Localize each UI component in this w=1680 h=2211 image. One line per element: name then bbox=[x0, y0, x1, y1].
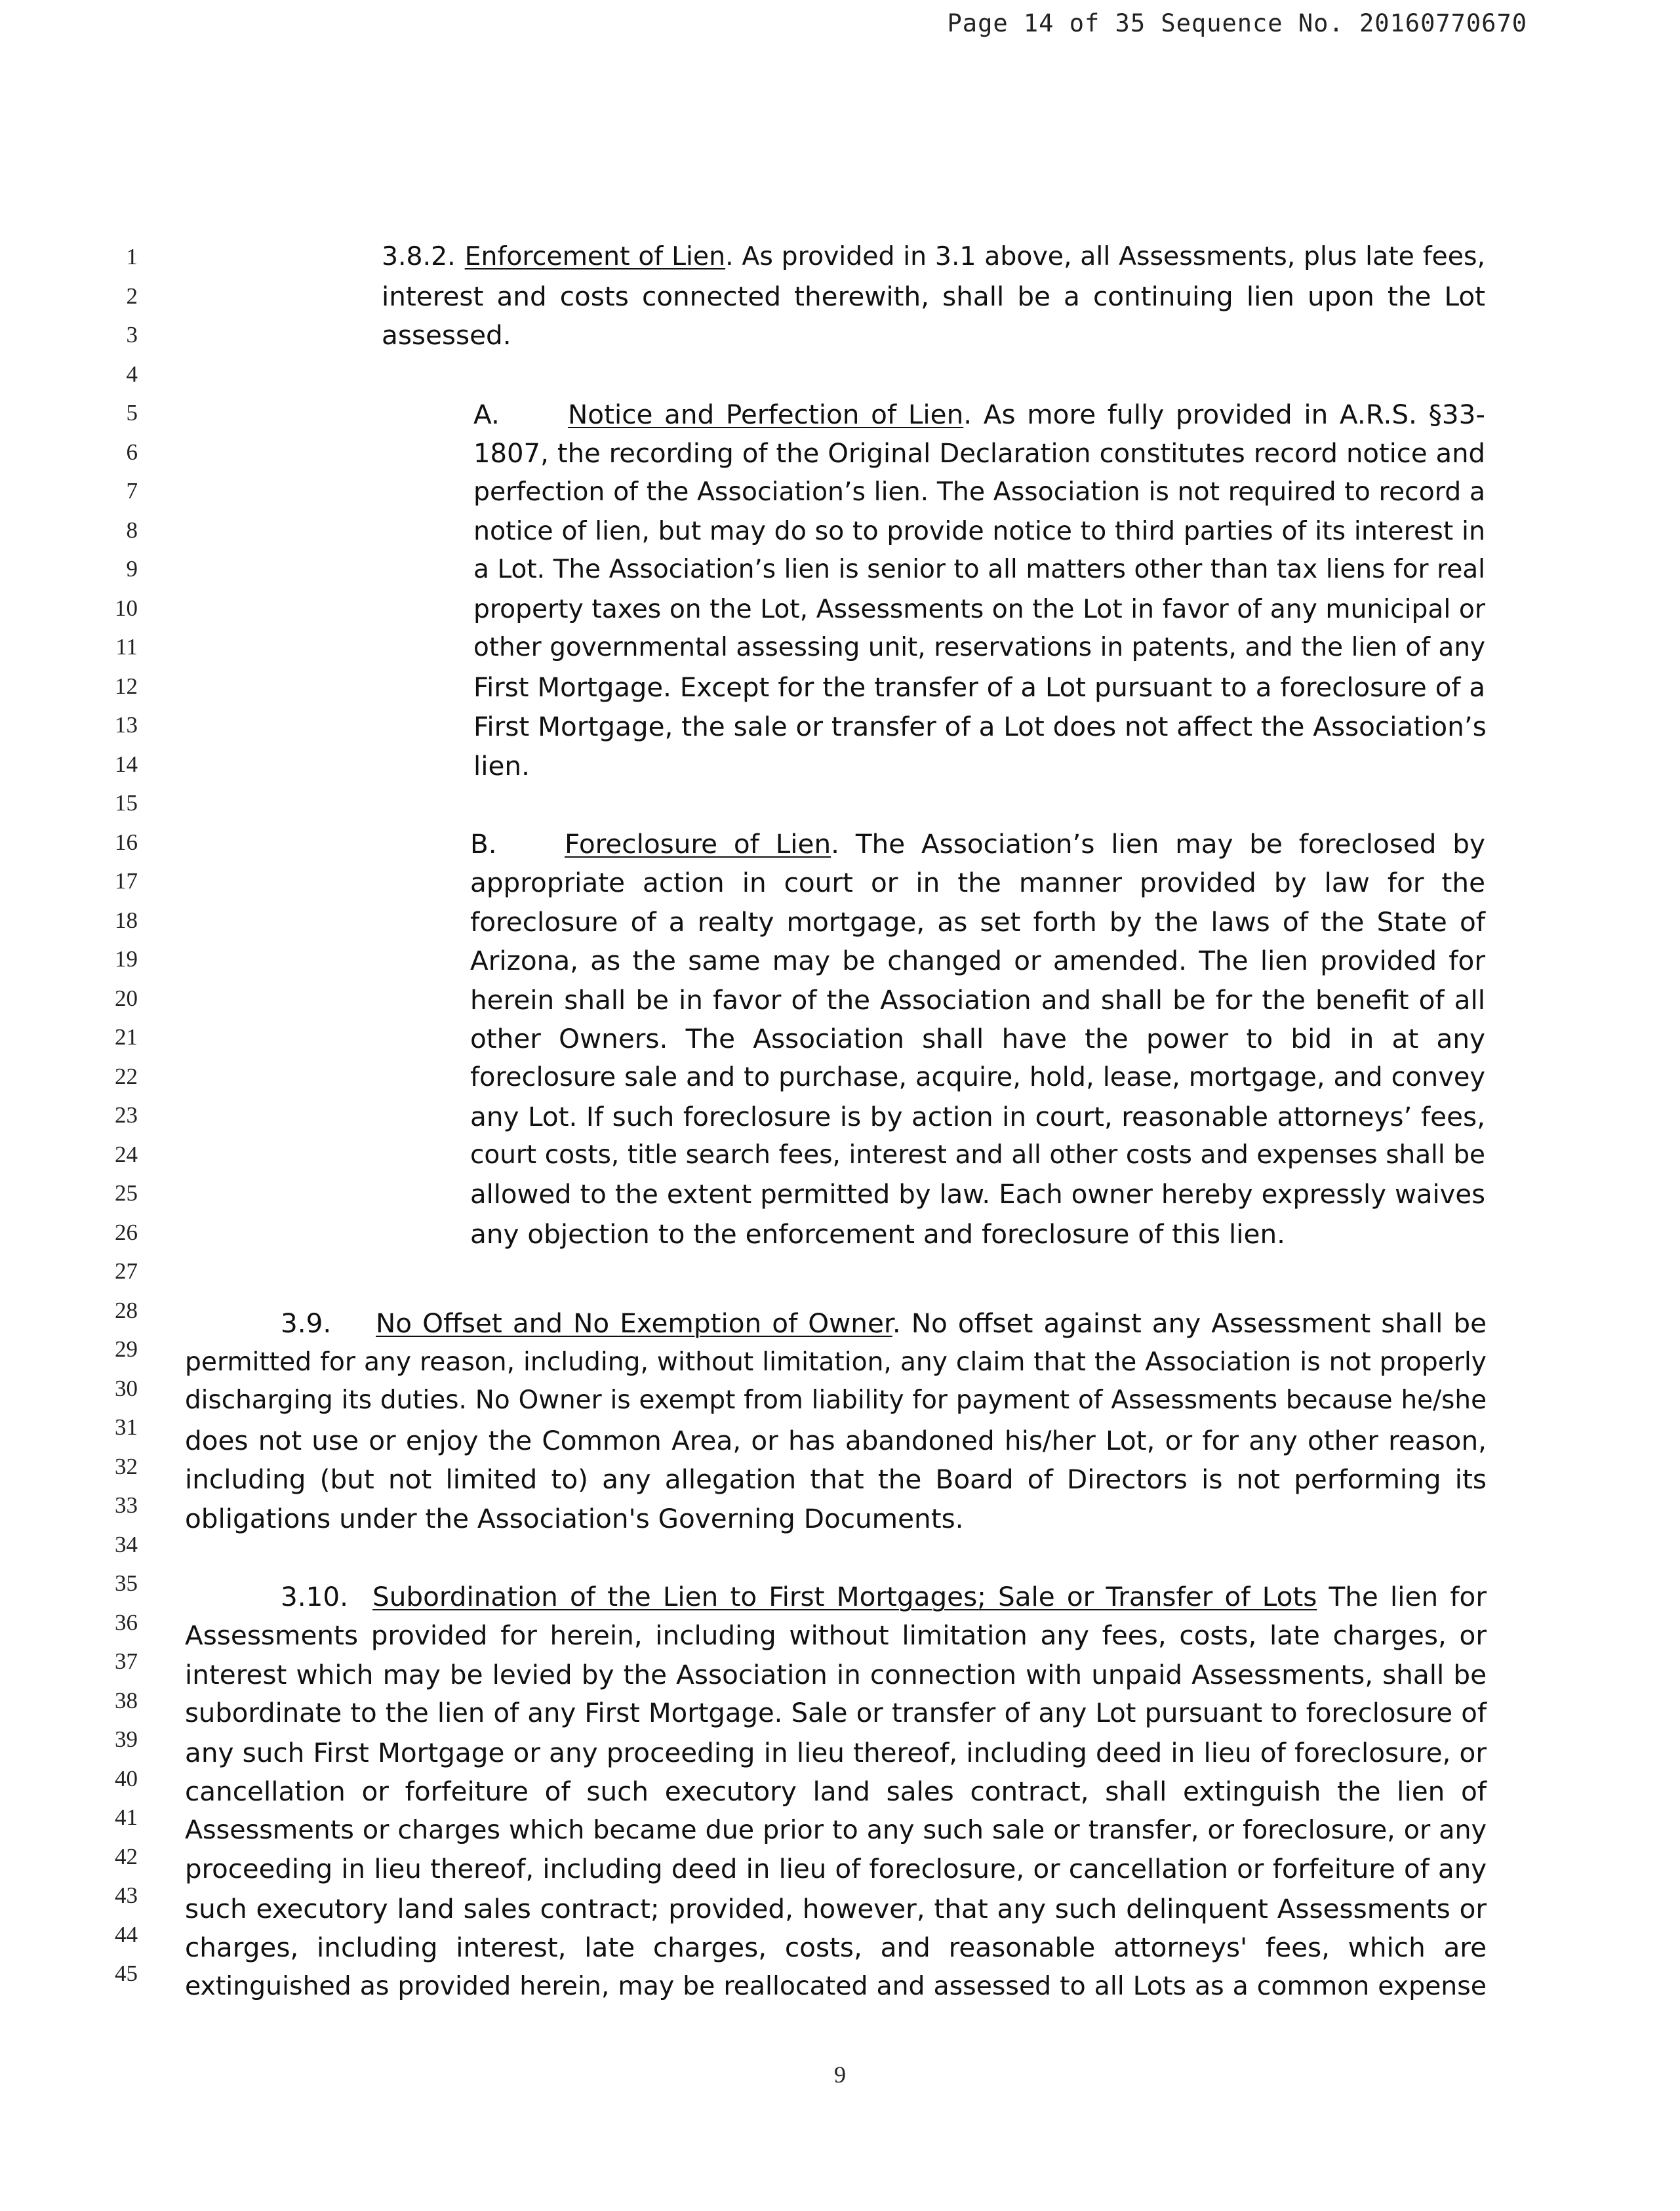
line-number: 15 bbox=[115, 790, 138, 816]
line-number: 33 bbox=[115, 1492, 138, 1518]
line-number: 11 bbox=[115, 634, 138, 660]
paragraph-line: Assessments or charges which became due prior to any such sale or transfer, or foreclosure, or any bbox=[185, 1815, 1487, 1845]
line-number: 37 bbox=[115, 1648, 138, 1674]
line-number: 39 bbox=[115, 1726, 138, 1752]
line-number: 45 bbox=[115, 1961, 138, 1986]
line-number: 17 bbox=[115, 868, 138, 894]
line-number: 14 bbox=[115, 751, 138, 777]
paragraph-line: property taxes on the Lot, Assessments on the Lot in favor of any municipal or bbox=[473, 595, 1485, 624]
paragraph-line: discharging its duties. No Owner is exempt from liability for payment of Assessments because he/she bbox=[185, 1385, 1487, 1415]
paragraph-line: any objection to the enforcement and foreclosure of this lien. bbox=[470, 1218, 1285, 1250]
line-number: 1 bbox=[126, 244, 138, 269]
line-number: 20 bbox=[115, 986, 138, 1011]
line-number: 18 bbox=[115, 907, 138, 933]
line-number: 23 bbox=[115, 1102, 138, 1128]
subsection-heading: Notice and Perfection of Lien bbox=[568, 399, 964, 430]
line-number-gutter bbox=[0, 0, 157, 2211]
section-heading: No Offset and No Exemption of Owner bbox=[376, 1307, 892, 1339]
line-number: 28 bbox=[115, 1298, 138, 1323]
paragraph-line: 1807, the recording of the Original Declaration constitutes record notice and bbox=[473, 439, 1485, 469]
line-number: 13 bbox=[115, 712, 138, 738]
paragraph-line: . As provided in 3.1 above, all Assessments, plus late fees, bbox=[725, 241, 1485, 271]
paragraph-line: appropriate action in court or in the manner provided by law for the bbox=[470, 867, 1485, 898]
subsection-label: B. bbox=[470, 828, 497, 860]
section-heading: Enforcement of Lien bbox=[464, 241, 726, 271]
paragraph-line: including (but not limited to) any allegation that the Board of Directors is not performing its bbox=[185, 1464, 1487, 1495]
paragraph-line: Assessments provided for herein, including without limitation any fees, costs, late charges, or bbox=[185, 1620, 1487, 1651]
paragraph-line: cancellation or forfeiture of such executory land sales contract, shall extinguish the lien of bbox=[185, 1776, 1487, 1807]
line-number: 29 bbox=[115, 1336, 138, 1362]
paragraph-line: a Lot. The Association’s lien is senior to all matters other than tax liens for real bbox=[473, 555, 1485, 584]
line-number: 6 bbox=[126, 439, 138, 465]
line-number: 24 bbox=[115, 1142, 138, 1167]
paragraph-line: Arizona, as the same may be changed or amended. The lien provided for bbox=[470, 945, 1485, 976]
page-number: 9 bbox=[834, 2062, 846, 2088]
line-number: 16 bbox=[115, 829, 138, 855]
paragraph-line: assessed. bbox=[382, 319, 511, 351]
line-number: 36 bbox=[115, 1610, 138, 1635]
paragraph-line: any Lot. If such foreclosure is by action in court, reasonable attorneys’ fees, bbox=[470, 1101, 1485, 1132]
paragraph-line: allowed to the extent permitted by law. Each owner hereby expressly waives bbox=[470, 1180, 1485, 1210]
line-number: 27 bbox=[115, 1258, 138, 1284]
paragraph-line: court costs, title search fees, interest and all other costs and expenses shall be bbox=[470, 1140, 1485, 1170]
line-number: 38 bbox=[115, 1688, 138, 1713]
paragraph-line: extinguished as provided herein, may be reallocated and assessed to all Lots as a common expense bbox=[185, 1971, 1487, 2001]
paragraph-line: permitted for any reason, including, without limitation, any claim that the Association is not properly bbox=[185, 1347, 1487, 1377]
paragraph-line: . No offset against any Assessment shall be bbox=[892, 1307, 1487, 1339]
line-number: 26 bbox=[115, 1220, 138, 1245]
paragraph-line: other governmental assessing unit, reservations in patents, and the lien of any bbox=[473, 633, 1485, 662]
section-number: 3.9. bbox=[281, 1307, 332, 1339]
paragraph-line: does not use or enjoy the Common Area, or has abandoned his/her Lot, or for any other reason, bbox=[185, 1425, 1487, 1456]
line-number: 12 bbox=[115, 673, 138, 699]
line-number: 44 bbox=[115, 1922, 138, 1947]
paragraph-line: obligations under the Association's Governing Documents. bbox=[185, 1503, 964, 1534]
line-number: 42 bbox=[115, 1844, 138, 1869]
line-number: 40 bbox=[115, 1766, 138, 1791]
paragraph-line: notice of lien, but may do so to provide notice to third parties of its interest in bbox=[473, 516, 1485, 546]
paragraph-line: perfection of the Association’s lien. The Association is not required to record a bbox=[473, 477, 1485, 507]
line-number: 32 bbox=[115, 1454, 138, 1479]
section-heading: Subordination of the Lien to First Mortgages; Sale or Transfer of Lots bbox=[372, 1581, 1317, 1612]
section-number: 3.10. bbox=[281, 1581, 349, 1612]
paragraph-line: such executory land sales contract; provided, however, that any such delinquent Assessments or bbox=[185, 1893, 1487, 1924]
line-number: 5 bbox=[126, 400, 138, 426]
line-number: 19 bbox=[115, 946, 138, 972]
paragraph-line: The lien for bbox=[1317, 1581, 1487, 1612]
page-header: Page 14 of 35 Sequence No. 20160770670 bbox=[947, 9, 1527, 37]
paragraph-line: subordinate to the lien of any First Mortgage. Sale or transfer of any Lot pursuant to foreclosure of bbox=[185, 1698, 1487, 1728]
line-number: 30 bbox=[115, 1376, 138, 1401]
paragraph-line: interest which may be levied by the Association in connection with unpaid Assessments, shall be bbox=[185, 1659, 1487, 1690]
paragraph-line: herein shall be in favor of the Association and shall be for the benefit of all bbox=[470, 984, 1485, 1016]
line-number: 3 bbox=[126, 322, 138, 348]
line-number: 43 bbox=[115, 1882, 138, 1908]
paragraph-line: charges, including interest, late charges, costs, and reasonable attorneys' fees, which are bbox=[185, 1932, 1487, 1963]
line-number: 34 bbox=[115, 1532, 138, 1557]
line-number: 4 bbox=[126, 361, 138, 387]
line-number: 7 bbox=[126, 478, 138, 504]
section-number: 3.8.2. bbox=[382, 241, 456, 271]
paragraph-line: . As more fully provided in A.R.S. §33- bbox=[963, 399, 1485, 430]
line-number: 8 bbox=[126, 517, 138, 543]
paragraph-line: foreclosure of a realty mortgage, as set forth by the laws of the State of bbox=[470, 906, 1485, 938]
line-number: 2 bbox=[126, 283, 138, 309]
line-number: 9 bbox=[126, 556, 138, 582]
line-number: 10 bbox=[115, 595, 138, 621]
paragraph-line: any such First Mortgage or any proceeding in lieu thereof, including deed in lieu of foreclosure, or bbox=[185, 1737, 1487, 1768]
paragraph-line: proceeding in lieu thereof, including deed in lieu of foreclosure, or cancellation or forfeiture of any bbox=[185, 1854, 1487, 1884]
paragraph-line: . The Association’s lien may be foreclosed by bbox=[831, 828, 1485, 860]
line-number: 35 bbox=[115, 1570, 138, 1596]
line-number: 22 bbox=[115, 1064, 138, 1089]
paragraph-line: lien. bbox=[473, 750, 530, 782]
paragraph-line: foreclosure sale and to purchase, acquire, hold, lease, mortgage, and convey bbox=[470, 1062, 1485, 1092]
line-number: 21 bbox=[115, 1024, 138, 1050]
subsection-heading: Foreclosure of Lien bbox=[565, 828, 831, 860]
paragraph-line: interest and costs connected therewith, shall be a continuing lien upon the Lot bbox=[382, 281, 1485, 312]
paragraph-line: First Mortgage. Except for the transfer of a Lot pursuant to a foreclosure of a bbox=[473, 673, 1485, 703]
line-number: 41 bbox=[115, 1804, 138, 1830]
line-number: 25 bbox=[115, 1180, 138, 1206]
line-number: 31 bbox=[115, 1414, 138, 1440]
paragraph-line: First Mortgage, the sale or transfer of a Lot does not affect the Association’s bbox=[473, 711, 1487, 742]
paragraph-line: other Owners. The Association shall have the power to bid in at any bbox=[470, 1023, 1485, 1054]
subsection-label: A. bbox=[473, 399, 500, 430]
